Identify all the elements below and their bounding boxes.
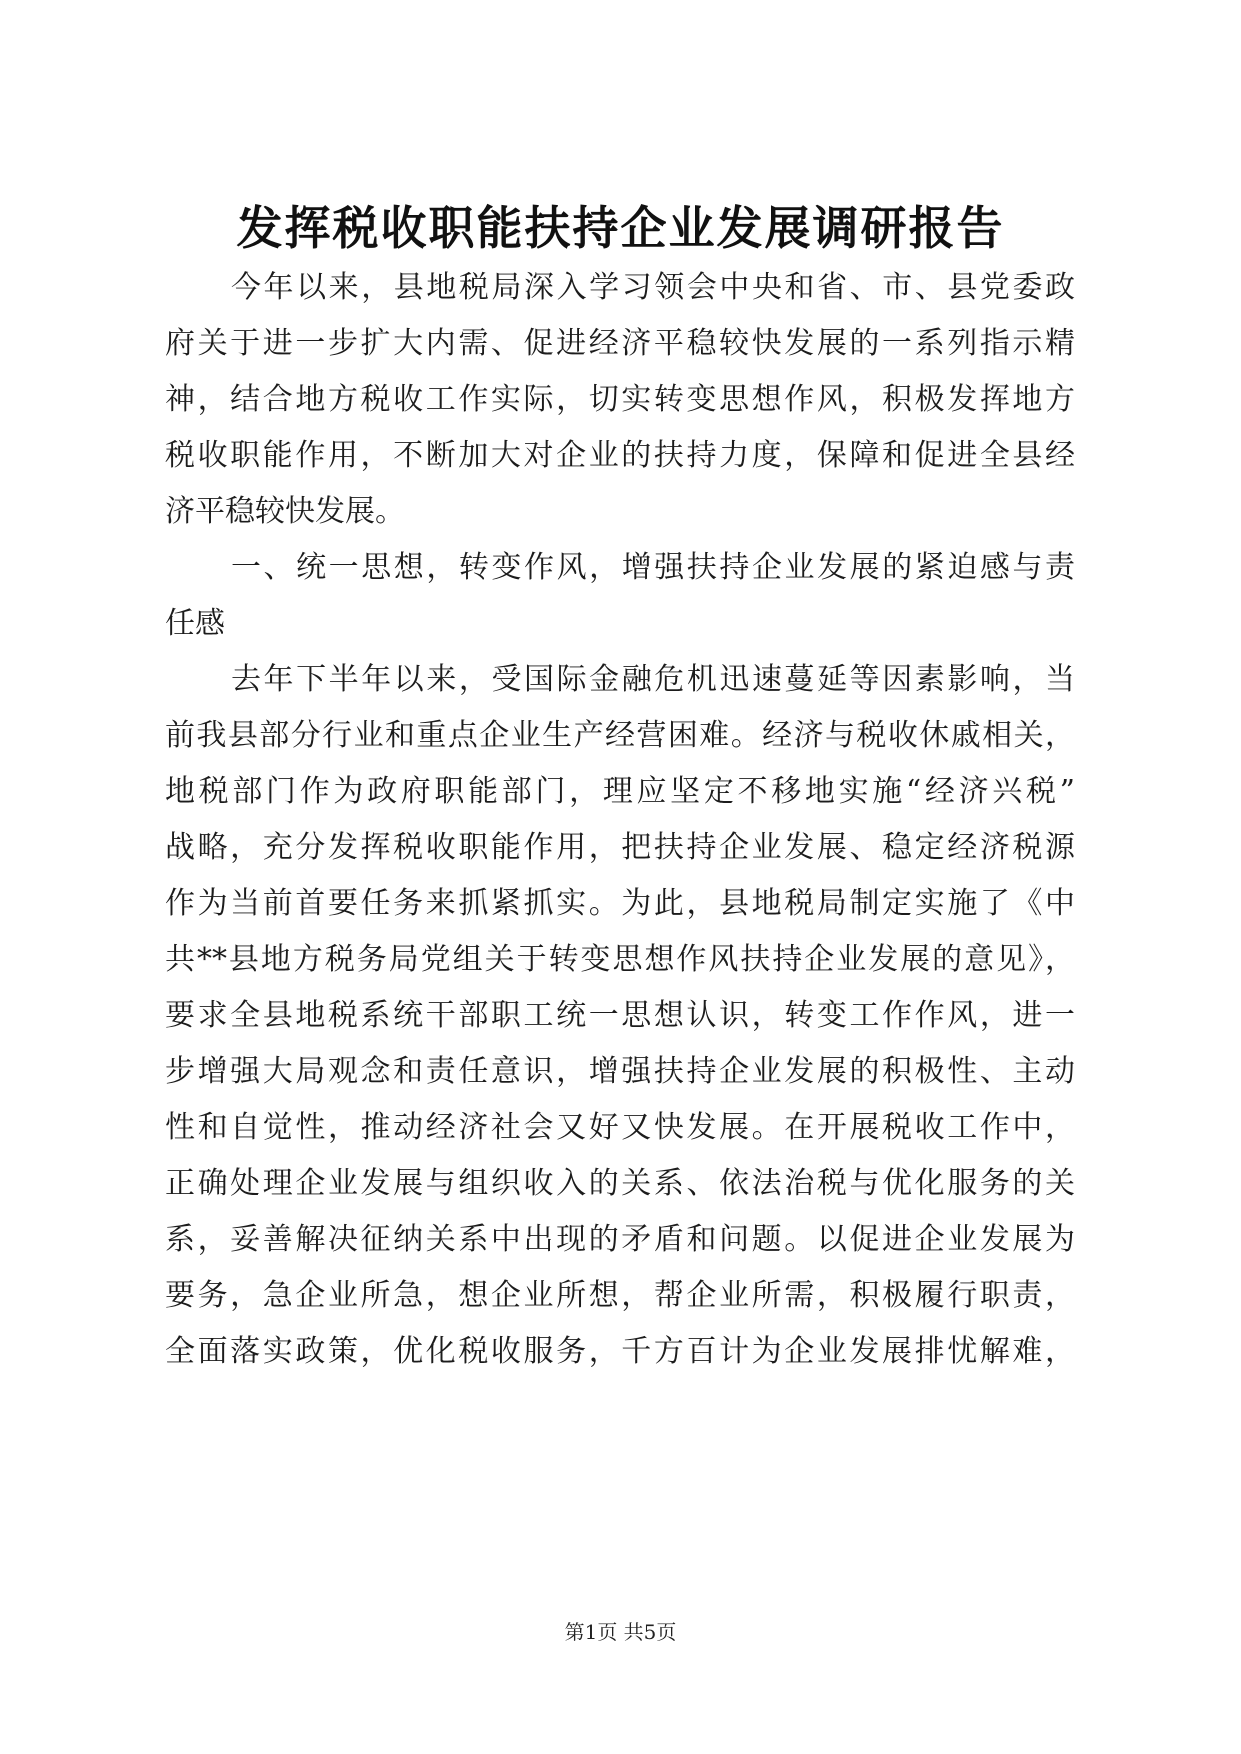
document-body (165, 260, 1075, 1380)
paragraph-line: 任感 (165, 606, 225, 641)
paragraph-line: 共**县地方税务局党组关于转变思想作风扶持企业发展的意见》， (165, 942, 1075, 977)
paragraph-line: 神，结合地方税收工作实际，切实转变思想作风，积极发挥地方 (165, 382, 1075, 417)
paragraph-line: 去年下半年以来，受国际金融危机迅速蔓延等因素影响，当 (231, 662, 1075, 697)
paragraph-line: 济平稳较快发展。 (165, 494, 405, 529)
paragraph-line: 前我县部分行业和重点企业生产经营困难。经济与税收休戚相关， (165, 718, 1075, 753)
paragraph-line: 府关于进一步扩大内需、促进经济平稳较快发展的一系列指示精 (165, 326, 1075, 361)
paragraph-line: 作为当前首要任务来抓紧抓实。为此，县地税局制定实施了《中 (165, 886, 1075, 921)
paragraph-line: 地税部门作为政府职能部门，理应坚定不移地实施“经济兴税” (165, 774, 1075, 809)
paragraph-line: 正确处理企业发展与组织收入的关系、依法治税与优化服务的关 (165, 1166, 1075, 1201)
paragraph-line: 战略，充分发挥税收职能作用，把扶持企业发展、稳定经济税源 (165, 830, 1075, 865)
paragraph-line: 性和自觉性，推动经济社会又好又快发展。在开展税收工作中， (165, 1110, 1075, 1145)
paragraph-line: 步增强大局观念和责任意识，增强扶持企业发展的积极性、主动 (165, 1054, 1075, 1089)
paragraph-line: 要求全县地税系统干部职工统一思想认识，转变工作作风，进一 (165, 998, 1075, 1033)
paragraph-line: 税收职能作用，不断加大对企业的扶持力度，保障和促进全县经 (165, 438, 1075, 473)
paragraph-line: 一、统一思想，转变作风，增强扶持企业发展的紧迫感与责 (231, 550, 1075, 585)
paragraph-line: 系，妥善解决征纳关系中出现的矛盾和问题。以促进企业发展为 (165, 1222, 1075, 1257)
paragraph-line: 要务，急企业所急，想企业所想，帮企业所需，积极履行职责， (165, 1278, 1075, 1313)
paragraph-section-1-body (165, 652, 1075, 1380)
paragraph-intro (165, 260, 1075, 540)
paragraph-line: 全面落实政策，优化税收服务，千方百计为企业发展排忧解难， (165, 1334, 1075, 1369)
section-heading-1 (165, 540, 1075, 652)
page-number-footer: 第1页 共5页 (564, 1620, 677, 1644)
document-title: 发挥税收职能扶持企业发展调研报告 (236, 201, 1005, 255)
paragraph-line: 今年以来，县地税局深入学习领会中央和省、市、县党委政 (231, 270, 1075, 305)
